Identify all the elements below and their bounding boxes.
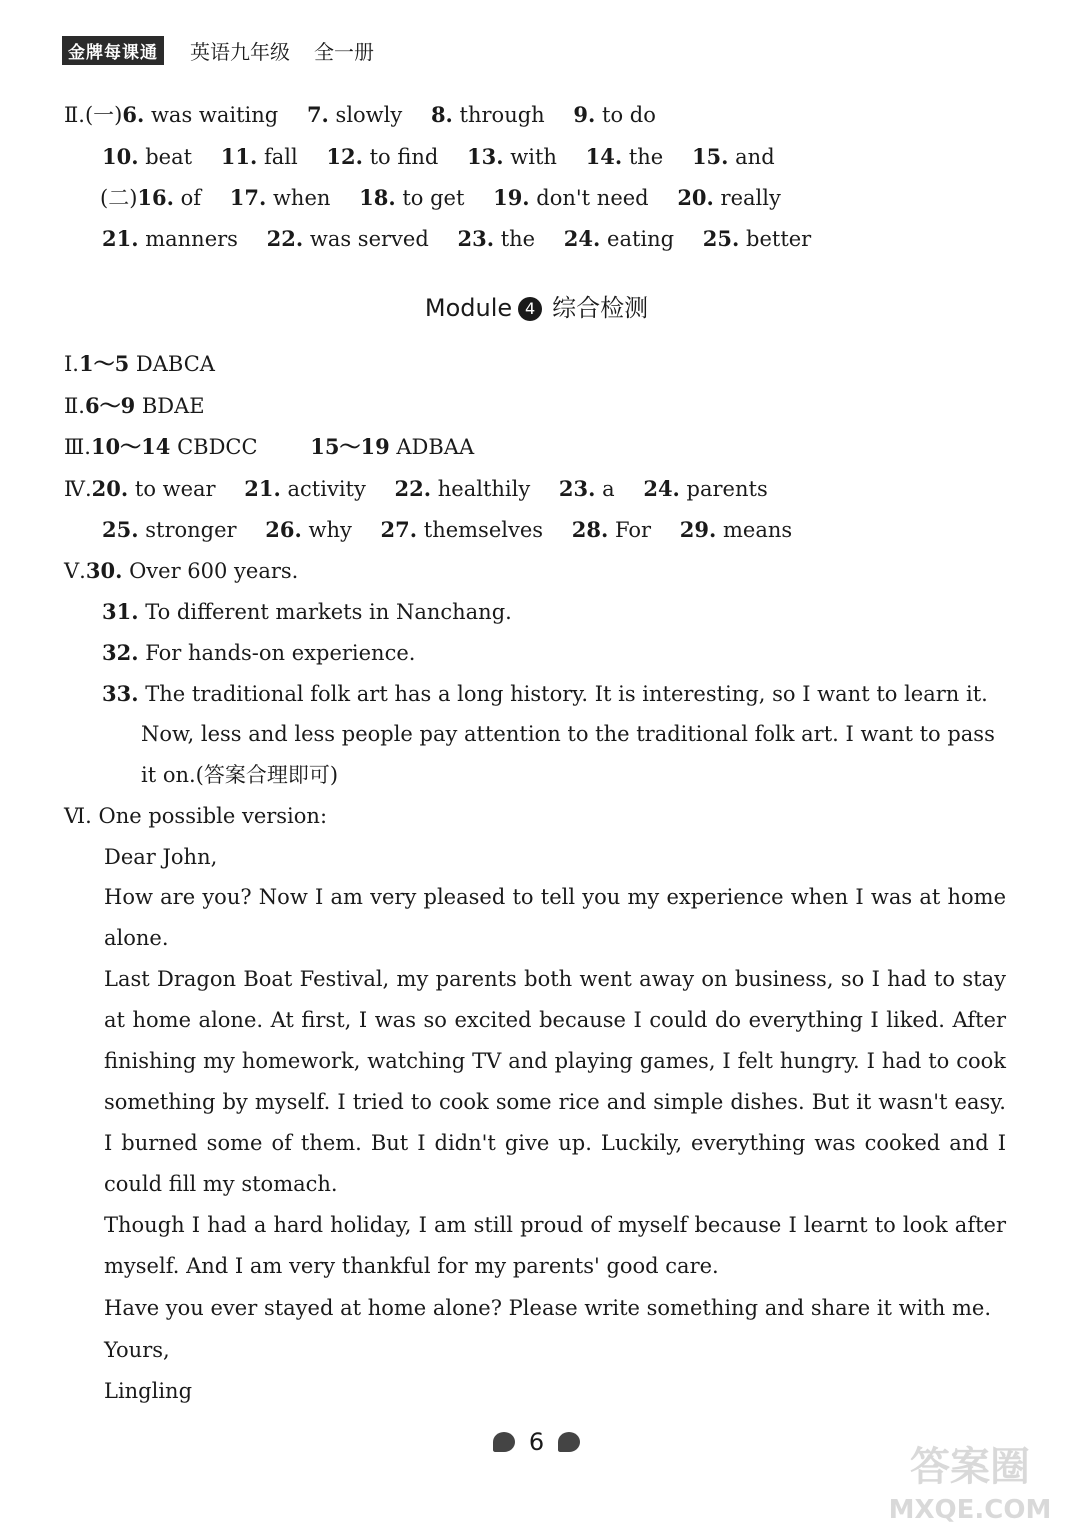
leaf-icon	[493, 1432, 515, 1452]
answer-line: (二)16. of 17. when 18. to get 19. don't need 20. really	[100, 185, 781, 210]
answer-line: Ⅲ.10～14 CBDCC 15～19 ADBAA	[64, 434, 475, 459]
module-number-badge: 4	[518, 297, 542, 321]
answer-line: Now, less and less people pay attention to the traditional folk art. I want to pass	[141, 722, 995, 746]
answer-line: Ⅱ.6～9 BDAE	[64, 393, 205, 418]
essay-signature: Lingling	[104, 1379, 193, 1403]
answer-line: 10. beat 11. fall 12. to find 13. with 14. the 15. and	[102, 144, 775, 169]
watermark-text: 答案圈	[910, 1444, 1030, 1490]
brand-badge: 金牌每课通	[62, 36, 164, 65]
volume-label: 全一册	[314, 40, 374, 64]
essay-closing: Yours,	[104, 1338, 170, 1362]
subject-label: 英语九年级	[190, 40, 290, 64]
essay-paragraph: Have you ever stayed at home alone? Please write something and share it with me.	[104, 1296, 992, 1320]
essay-paragraph: Though I had a hard holiday, I am still proud of myself because I learnt to look after myself. And I am very thankful for my parents' good care.	[104, 1213, 1006, 1278]
leaf-icon	[558, 1432, 580, 1452]
answer-line: 32. For hands-on experience.	[102, 640, 416, 665]
page-header	[62, 36, 374, 65]
essay-intro: Ⅵ. One possible version:	[64, 804, 328, 828]
answer-line: 21. manners 22. was served 23. the 24. eating 25. better	[102, 226, 812, 251]
answer-line: 25. stronger 26. why 27. themselves 28. For 29. means	[102, 517, 793, 542]
answer-line: Ⅴ.30. Over 600 years.	[64, 558, 299, 583]
answer-line: 31. To different markets in Nanchang.	[102, 599, 512, 624]
watermark-logo	[885, 1428, 1055, 1528]
essay-paragraph: How are you? Now I am very pleased to tell you my experience when I was at home alone.	[104, 885, 1006, 950]
answer-line: Ⅱ.(一)6. was waiting 7. slowly 8. through 9. to do	[64, 102, 656, 127]
essay-greeting: Dear John,	[104, 845, 218, 869]
answer-line: Ⅰ.1～5 DABCA	[64, 351, 215, 376]
watermark-site: MXQE.COM	[888, 1495, 1052, 1525]
answer-line: it on.(答案合理即可)	[141, 763, 339, 787]
answer-line: 33. The traditional folk art has a long history. It is interesting, so I want to learn it.	[102, 681, 988, 706]
answer-line: Ⅳ.20. to wear 21. activity 22. healthily 23. a 24. parents	[64, 476, 768, 501]
essay-paragraph: Last Dragon Boat Festival, my parents both went away on business, so I had to stay at home alone. At first, I was so excited because I could do everything I liked. After finishing my homework, watching TV and playing games, I felt hungry. I had to cook something by myself. I tried to cook some rice and simple dishes. But it wasn't easy. I burned some of them. But I didn't give up. Luckily, everything was cooked and I could fill my stomach.	[104, 967, 1006, 1196]
page-number: 6	[528, 1428, 545, 1456]
module-title: Module 4 综合检测	[424, 294, 649, 322]
